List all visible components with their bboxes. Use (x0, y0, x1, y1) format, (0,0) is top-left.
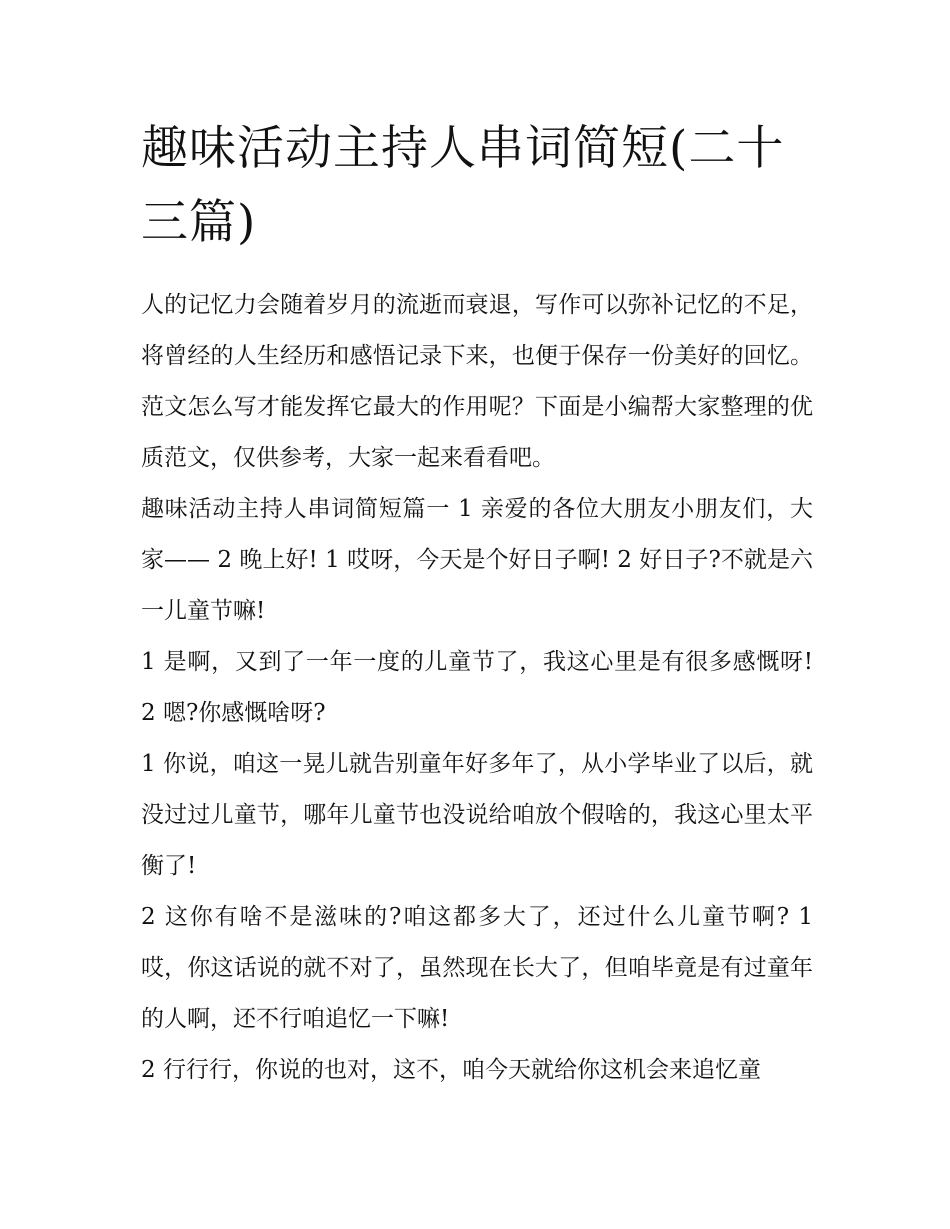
paragraph: 1 你说，咱这一晃儿就告别童年好多年了，从小学毕业了以后，就没过过儿童节，哪年儿童节也没说给咱放个假啥的，我这心里太平衡了! (141, 751, 813, 879)
paragraph-intro: 人的记忆力会随着岁月的流逝而衰退，写作可以弥补记忆的不足，将曾经的人生经历和感悟记录下来，也便于保存一份美好的回忆。范文怎么写才能发挥它最大的作用呢？下面是小编帮大家整理的优质范文，仅供参考，大家一起来看看吧。 (141, 292, 813, 471)
document-body (141, 280, 813, 1096)
paragraph: 1 是啊，又到了一年一度的儿童节了，我这心里是有很多感慨呀! 2 嗯?你感慨啥呀? (141, 649, 813, 726)
paragraph: 2 这你有啥不是滋味的?咱这都多大了，还过什么儿童节啊? 1 哎，你这话说的就不对了，虽然现在长大了，但咱毕竟是有过童年的人啊，还不行咱追忆一下嘛! (141, 904, 813, 1032)
document-page (141, 112, 813, 1096)
paragraph: 2 行行行，你说的也对，这不，咱今天就给你这机会来追忆童 (141, 1057, 761, 1083)
document-title: 趣味活动主持人串词简短(二十三篇) (141, 121, 785, 250)
paragraph: 趣味活动主持人串词简短篇一 1 亲爱的各位大朋友小朋友们，大家—— 2 晚上好! 1 哎呀，今天是个好日子啊! 2 好日子?不就是六一儿童节嘛! (141, 496, 813, 624)
